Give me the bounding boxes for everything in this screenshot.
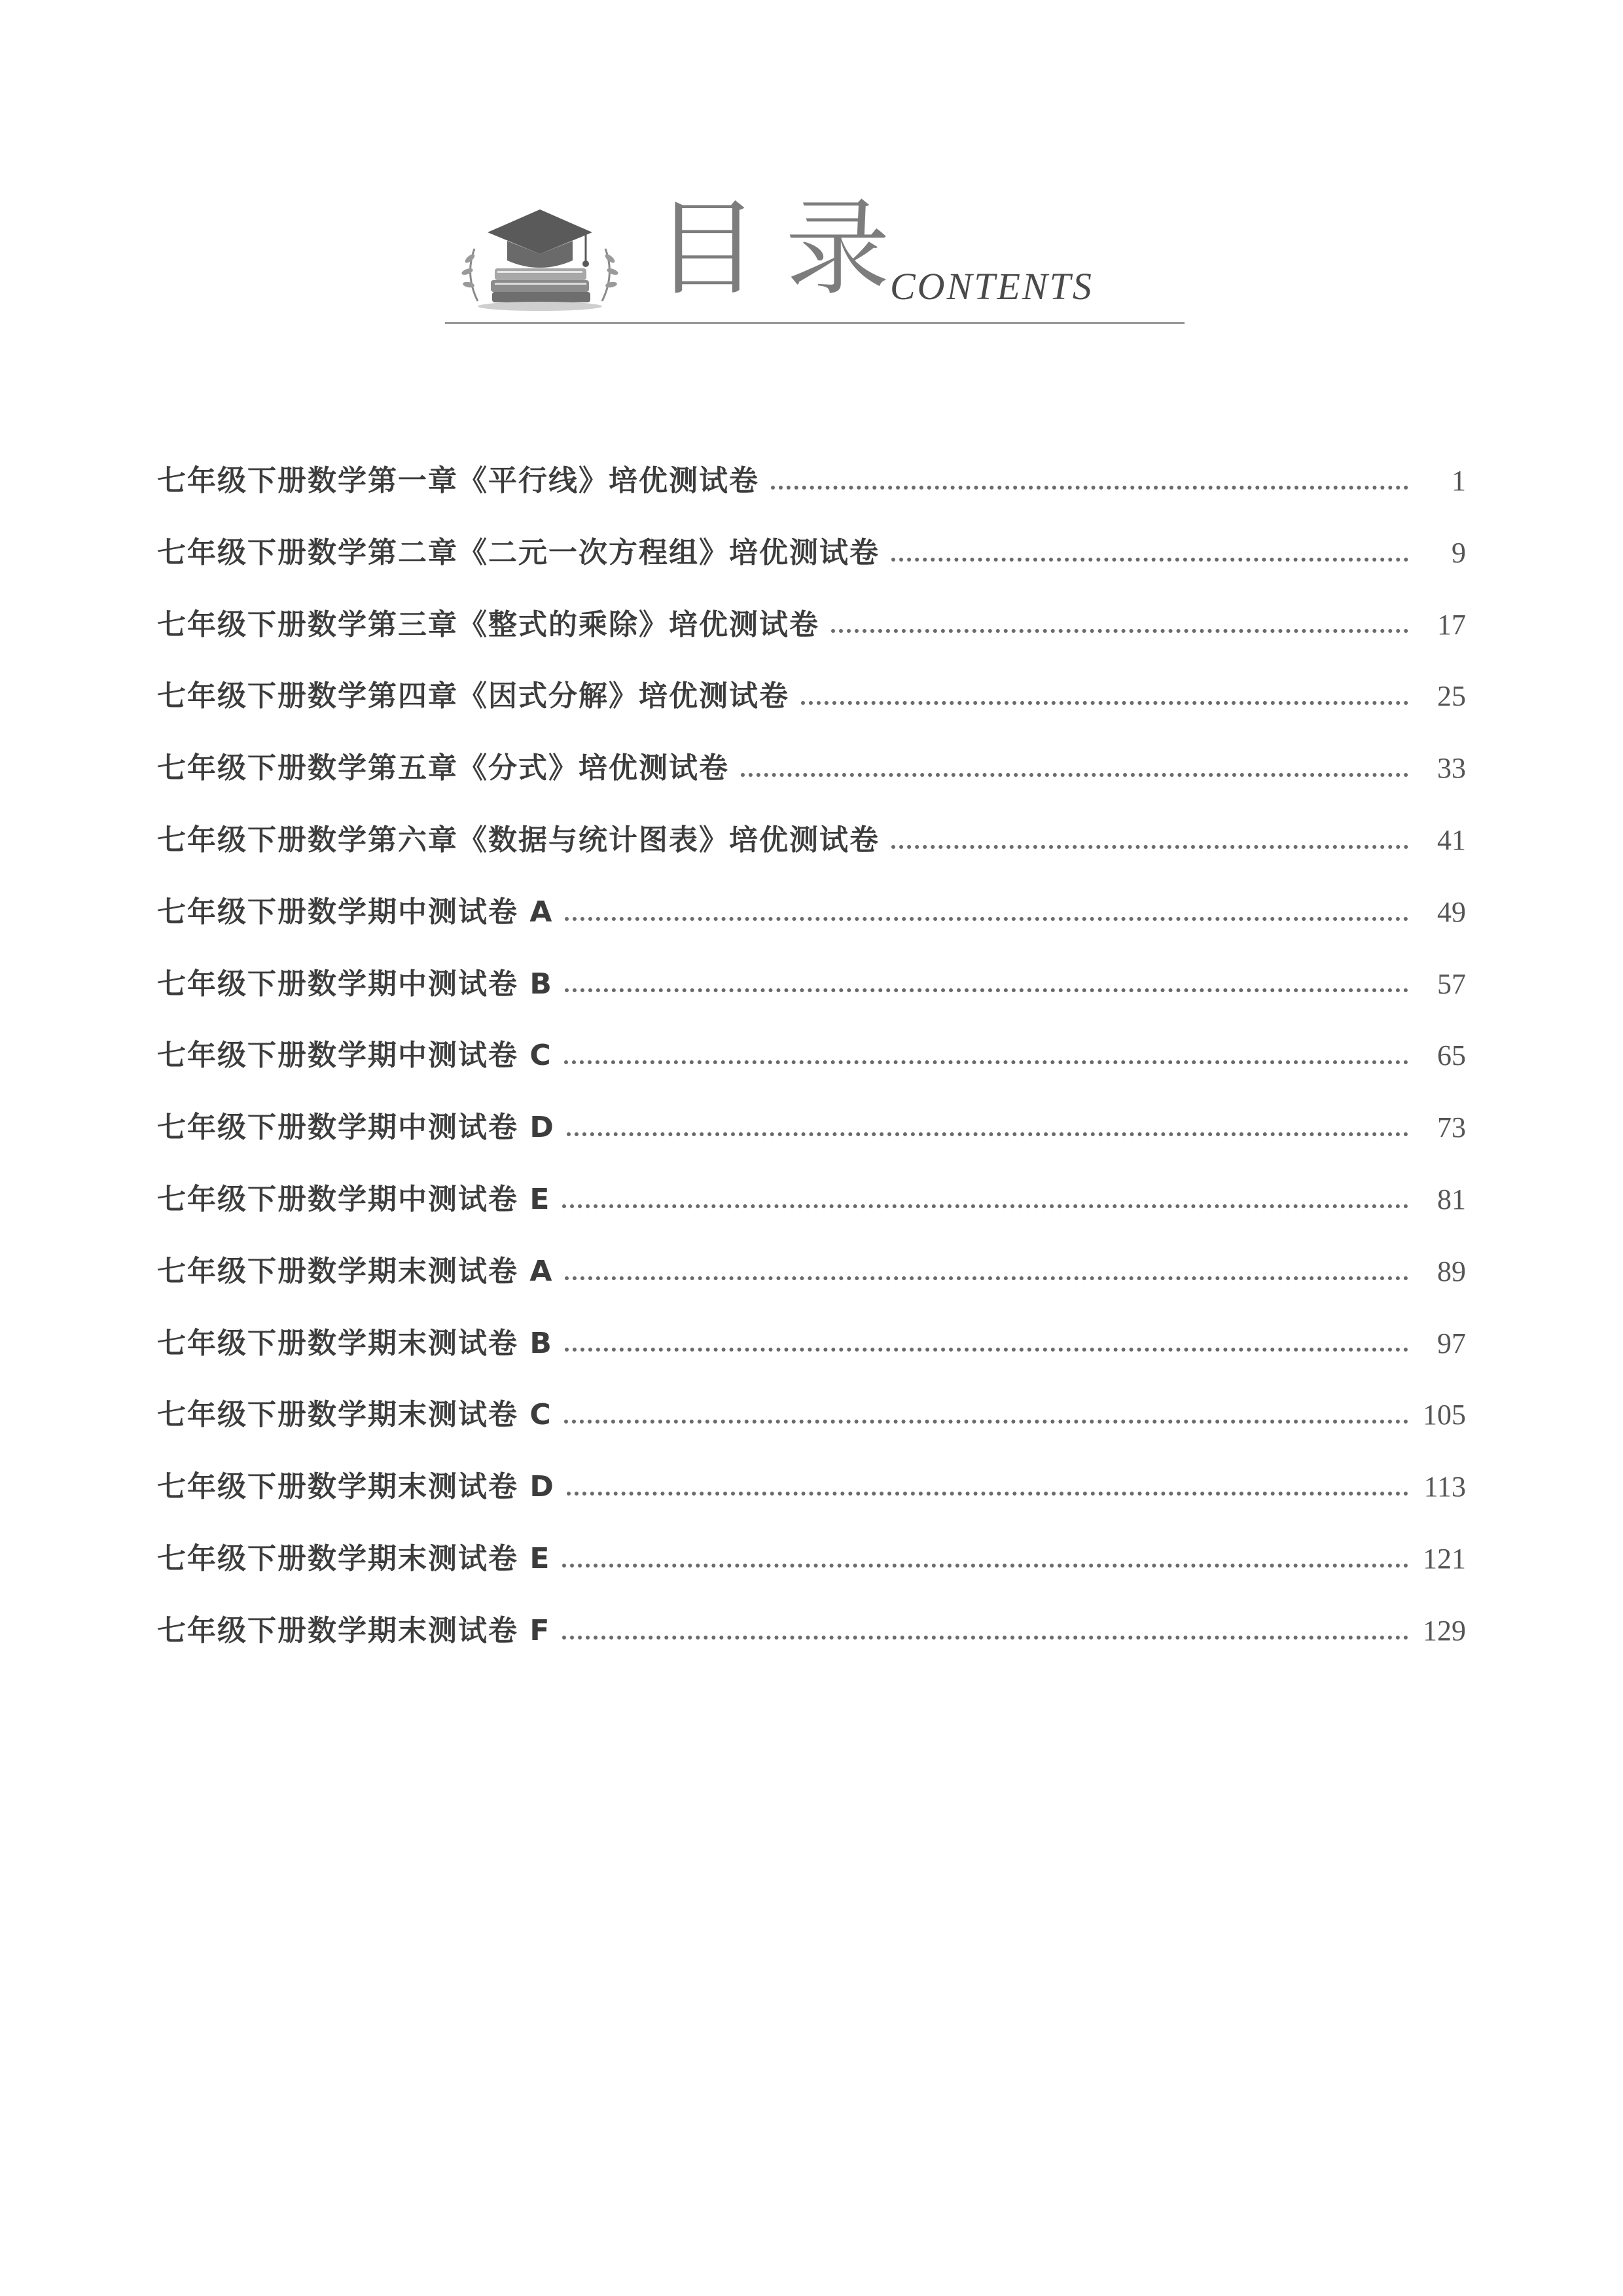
- header-divider: [445, 322, 1185, 324]
- toc-entry-10[interactable]: [157, 1092, 1466, 1164]
- toc-leader-dots: [562, 1636, 1408, 1640]
- toc-leader-dots: [565, 1348, 1408, 1352]
- toc-entry-13[interactable]: [157, 1308, 1466, 1380]
- toc-entry-page: 113: [1423, 1471, 1466, 1503]
- toc-entry-title: 七年级下册数学第一章《平行线》培优测试卷: [157, 464, 759, 497]
- toc-entry-12[interactable]: [157, 1236, 1466, 1308]
- toc-entry-title: 七年级下册数学期中测试卷 E: [157, 1182, 551, 1216]
- toc-leader-dots: [891, 558, 1408, 562]
- toc-entry-title: 七年级下册数学期末测试卷 E: [157, 1541, 551, 1575]
- toc-leader-dots: [771, 486, 1408, 490]
- toc-entry-page: 89: [1437, 1255, 1466, 1287]
- toc-entry-page: 65: [1437, 1039, 1466, 1072]
- toc-leader-dots: [567, 1132, 1408, 1136]
- toc-entry-3[interactable]: [157, 589, 1466, 661]
- toc-entry-9[interactable]: [157, 1020, 1466, 1092]
- toc-entry-page: 9: [1452, 536, 1466, 569]
- toc-leader-dots: [741, 773, 1408, 777]
- toc-leader-dots: [565, 988, 1408, 992]
- toc-entry-17[interactable]: [157, 1595, 1466, 1667]
- toc-entry-title: 七年级下册数学第五章《分式》培优测试卷: [157, 751, 729, 785]
- toc-entry-15[interactable]: [157, 1451, 1466, 1523]
- toc-entry-page: 57: [1437, 967, 1466, 1000]
- toc-entry-1[interactable]: [157, 445, 1466, 517]
- toc-leader-dots: [565, 917, 1408, 921]
- toc-entry-14[interactable]: [157, 1379, 1466, 1451]
- toc-entry-title: 七年级下册数学期末测试卷 A: [157, 1254, 554, 1288]
- toc-entry-page: 25: [1437, 680, 1466, 713]
- toc-entry-title: 七年级下册数学第六章《数据与统计图表》培优测试卷: [157, 823, 880, 857]
- toc-entry-title: 七年级下册数学期中测试卷 D: [157, 1111, 555, 1145]
- toc-leader-dots: [831, 629, 1408, 633]
- toc-leader-dots: [562, 1204, 1408, 1208]
- toc-entry-page: 81: [1437, 1183, 1466, 1215]
- toc-entry-title: 七年级下册数学期末测试卷 B: [157, 1326, 553, 1360]
- toc-entry-page: 1: [1452, 465, 1466, 497]
- table-of-contents: [157, 445, 1466, 1667]
- toc-leader-dots: [801, 701, 1408, 705]
- toc-leader-dots: [891, 845, 1408, 849]
- graduation-cap-books-icon: [452, 203, 628, 314]
- toc-entry-title: 七年级下册数学第二章《二元一次方程组》培优测试卷: [157, 535, 880, 569]
- toc-entry-title: 七年级下册数学期中测试卷 C: [157, 1039, 552, 1073]
- toc-entry-page: 73: [1437, 1111, 1466, 1144]
- toc-entry-title: 七年级下册数学期末测试卷 C: [157, 1398, 552, 1432]
- page-title: 目录: [654, 187, 917, 310]
- toc-entry-page: 33: [1437, 752, 1466, 785]
- toc-entry-4[interactable]: [157, 660, 1466, 732]
- toc-entry-title: 七年级下册数学期中测试卷 A: [157, 895, 554, 929]
- toc-entry-2[interactable]: [157, 517, 1466, 589]
- toc-entry-page: 105: [1423, 1399, 1466, 1431]
- toc-entry-page: 41: [1437, 823, 1466, 856]
- toc-leader-dots: [562, 1564, 1408, 1568]
- toc-entry-page: 97: [1437, 1327, 1466, 1359]
- toc-entry-8[interactable]: [157, 948, 1466, 1020]
- toc-entry-7[interactable]: [157, 876, 1466, 948]
- contents-header: [432, 187, 1185, 334]
- toc-leader-dots: [564, 1420, 1408, 1424]
- toc-leader-dots: [565, 1276, 1408, 1280]
- toc-entry-page: 121: [1423, 1542, 1466, 1575]
- toc-entry-title: 七年级下册数学期中测试卷 B: [157, 967, 553, 1001]
- toc-entry-title: 七年级下册数学期末测试卷 F: [157, 1613, 551, 1647]
- toc-entry-6[interactable]: [157, 804, 1466, 876]
- toc-entry-11[interactable]: [157, 1164, 1466, 1236]
- toc-entry-title: 七年级下册数学第三章《整式的乘除》培优测试卷: [157, 607, 819, 641]
- toc-entry-16[interactable]: [157, 1523, 1466, 1595]
- toc-entry-title: 七年级下册数学期末测试卷 D: [157, 1470, 555, 1504]
- page-subtitle: CONTENTS: [890, 265, 1094, 308]
- toc-entry-title: 七年级下册数学第四章《因式分解》培优测试卷: [157, 679, 789, 713]
- toc-entry-page: 17: [1437, 608, 1466, 641]
- toc-entry-page: 49: [1437, 895, 1466, 928]
- toc-entry-page: 129: [1423, 1614, 1466, 1647]
- toc-leader-dots: [567, 1492, 1408, 1496]
- toc-entry-5[interactable]: [157, 732, 1466, 804]
- toc-leader-dots: [564, 1060, 1408, 1064]
